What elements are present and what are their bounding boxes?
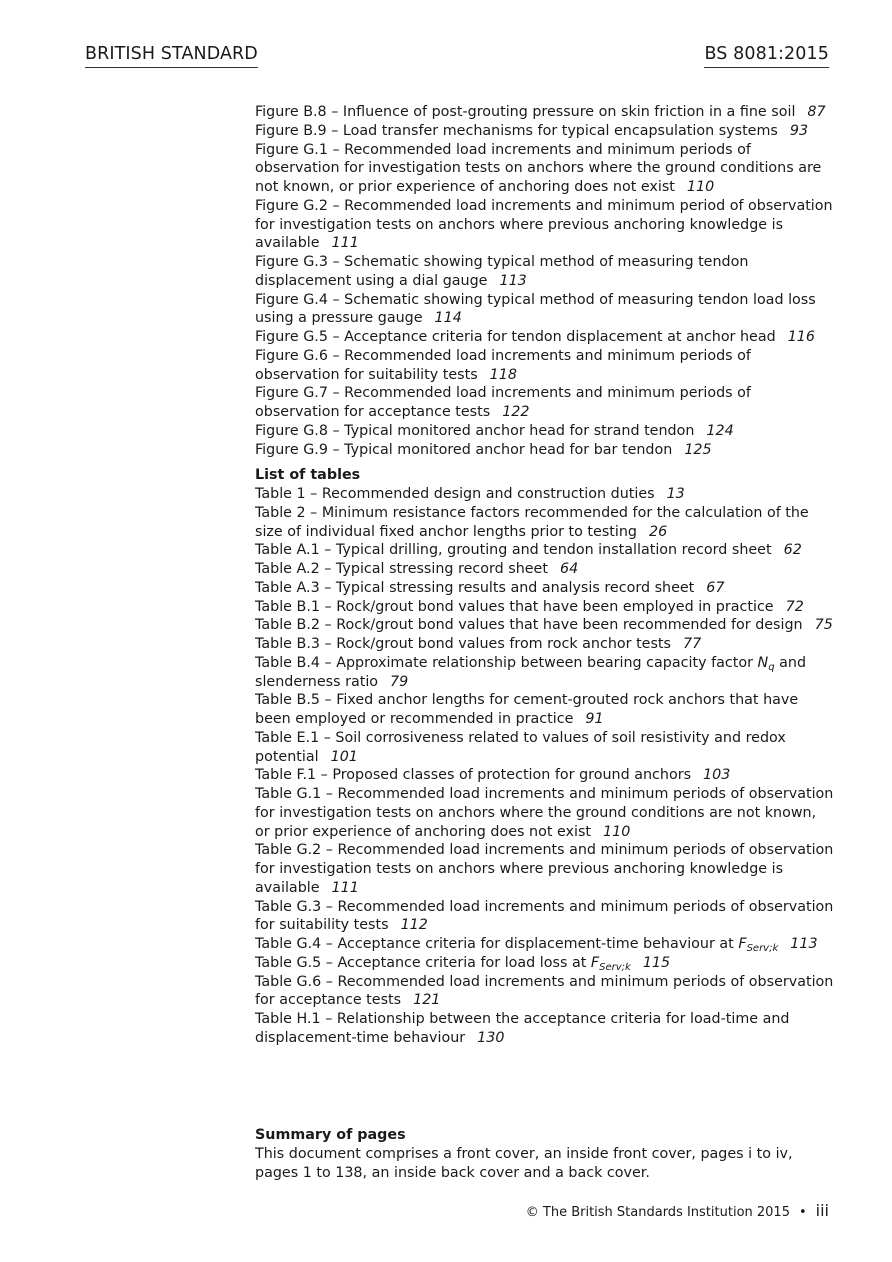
table-entry — [255, 973, 835, 1011]
entry-title: Table A.2 – Typical stressing record sheet — [255, 561, 548, 577]
entry-title: Table A.1 – Typical drilling, grouting and tendon installation record sheet — [255, 542, 772, 559]
symbol-letter: F — [738, 936, 747, 952]
math-symbol — [738, 936, 778, 952]
entry-title: Figure G.5 – Acceptance criteria for tendon displacement at anchor head — [255, 329, 776, 345]
entry-page-number: 103 — [703, 767, 731, 784]
table-entry — [255, 691, 835, 729]
entry-title: Figure G.2 – Recommended load increments and minimum period of observation for investigation tests on anchors where previous anchoring knowledge is available — [255, 197, 833, 252]
page-number: iii — [815, 1201, 829, 1220]
entry-title: Table G.4 – Acceptance criteria for displacement-time behaviour at — [255, 936, 739, 952]
entry-title: Figure B.8 – Influence of post-grouting pressure on skin friction in a fine soil — [255, 104, 796, 120]
table-entry — [255, 841, 835, 897]
entry-title: Figure G.1 – Recommended load increments and minimum periods of observation for investigation tests on anchors where the ground conditions are not known, or prior experience of anchoring does not exist — [255, 141, 822, 195]
figure-entry — [255, 384, 835, 422]
entry-page-number: 67 — [706, 579, 725, 596]
running-header-left: BRITISH STANDARD — [85, 44, 258, 68]
entry-page-number: 124 — [706, 422, 734, 439]
summary-body: This document comprises a front cover, an inside front cover, pages i to iv, pages 1 to 138, an inside back cover and a back cover. — [255, 1145, 793, 1181]
entry-page-number: 91 — [585, 711, 604, 727]
entry-title: Table B.4 – Approximate relationship between bearing capacity factor — [255, 654, 758, 671]
entry-page-number: 113 — [499, 272, 527, 289]
figure-entry — [255, 141, 835, 197]
figure-entry — [255, 253, 835, 291]
entry-page-number: 64 — [559, 561, 579, 577]
entry-title: Table B.1 – Rock/grout bond values that have been employed in practice — [255, 598, 774, 615]
table-entry — [255, 560, 835, 579]
entry-page-number: 113 — [790, 936, 818, 952]
entry-page-number: 101 — [330, 748, 358, 765]
symbol-letter: N — [757, 654, 769, 671]
entry-page-number: 110 — [603, 823, 631, 840]
entry-title: Table G.2 – Recommended load increments and minimum periods of observation for investigation tests on anchors where previous anchoring knowledge is available — [255, 842, 834, 896]
entry-title: Table G.5 – Acceptance criteria for load loss at — [255, 954, 591, 971]
entry-page-number: 122 — [502, 404, 530, 420]
contents-list — [255, 103, 835, 1048]
table-entry — [255, 785, 835, 841]
bullet-separator: • — [798, 1205, 807, 1220]
entry-page-number: 112 — [400, 917, 428, 934]
entry-page-number: 118 — [489, 366, 517, 383]
table-entry — [255, 954, 835, 973]
entry-title: Table B.2 – Rock/grout bond values that have been recommended for design — [255, 617, 803, 634]
symbol-subscript: Serv;k — [746, 943, 779, 954]
list-of-figures — [255, 103, 835, 459]
figure-entry — [255, 291, 835, 329]
entry-title: Figure G.4 – Schematic showing typical method of measuring tendon load loss using a pressure gauge — [255, 291, 816, 327]
table-entry — [255, 898, 835, 936]
copyright-notice: © The British Standards Institution 2015 — [525, 1205, 790, 1220]
entry-title: Table 1 – Recommended design and construction duties — [255, 486, 655, 502]
figure-entry — [255, 328, 835, 347]
figure-entry — [255, 103, 835, 122]
table-entry — [255, 598, 835, 617]
entry-title: Figure G.7 – Recommended load increments and minimum periods of observation for acceptance tests — [255, 385, 751, 420]
entry-title: Figure G.6 – Recommended load increments and minimum periods of observation for suitability tests — [255, 347, 751, 383]
figure-entry — [255, 422, 835, 441]
entry-title: Table F.1 – Proposed classes of protection for ground anchors — [255, 767, 692, 784]
summary-title: Summary of pages — [255, 1127, 406, 1143]
entry-page-number: 13 — [666, 486, 685, 502]
entry-title: Table H.1 – Relationship between the acceptance criteria for load-time and displacement-time behaviour — [255, 1011, 790, 1046]
summary-of-pages — [255, 1126, 815, 1182]
entry-title: Table B.3 – Rock/grout bond values from rock anchor tests — [255, 636, 671, 652]
entry-page-number: 26 — [649, 523, 668, 540]
figure-entry — [255, 122, 835, 141]
list-of-tables — [255, 485, 835, 1048]
symbol-letter: F — [590, 954, 600, 971]
table-entry — [255, 541, 835, 560]
entry-page-number: 87 — [807, 104, 826, 120]
entry-page-number: 75 — [814, 617, 833, 634]
entry-title: Figure B.9 – Load transfer mechanisms for typical encapsulation systems — [255, 122, 778, 139]
entry-title: Figure G.9 – Typical monitored anchor head for bar tendon — [255, 441, 673, 458]
entry-page-number: 93 — [789, 122, 809, 139]
table-entry — [255, 1010, 835, 1048]
list-of-tables-heading: List of tables — [255, 467, 361, 484]
entry-page-number: 125 — [684, 441, 712, 458]
entry-page-number: 77 — [682, 636, 702, 652]
table-entry — [255, 635, 835, 654]
entry-page-number: 115 — [642, 954, 671, 971]
entry-page-number: 79 — [390, 673, 409, 690]
table-entry — [255, 616, 835, 635]
figure-entry — [255, 197, 835, 253]
table-entry — [255, 504, 835, 542]
entry-page-number: 121 — [413, 992, 441, 1009]
table-entry — [255, 766, 835, 785]
entry-page-number: 111 — [331, 879, 359, 896]
table-entry — [255, 485, 835, 504]
entry-page-number: 130 — [477, 1029, 505, 1046]
symbol-subscript: Serv;k — [599, 961, 631, 973]
entry-title: Table G.3 – Recommended load increments and minimum periods of observation for suitability tests — [255, 898, 834, 934]
entry-title: Figure G.8 – Typical monitored anchor head for strand tendon — [255, 422, 695, 439]
table-entry — [255, 654, 835, 692]
entry-page-number: 72 — [785, 598, 804, 615]
entry-page-number: 116 — [787, 329, 815, 345]
entry-page-number: 111 — [331, 235, 359, 252]
entry-page-number: 114 — [434, 310, 462, 327]
entry-title: Table G.1 – Recommended load increments and minimum periods of observation for investigation tests on anchors where the ground conditions are not known, or prior experience of anchoring does not exist — [255, 786, 834, 840]
table-entry — [255, 935, 835, 954]
entry-title: Table G.6 – Recommended load increments and minimum periods of observation for acceptance tests — [255, 973, 834, 1009]
table-entry — [255, 729, 835, 767]
math-symbol — [591, 955, 631, 971]
entry-title-cont: and slenderness ratio — [255, 654, 807, 690]
entry-title: Table B.5 – Fixed anchor lengths for cement-grouted rock anchors that have been employed or recommended in practice — [255, 692, 799, 727]
figure-entry — [255, 441, 835, 460]
math-symbol — [758, 655, 775, 671]
entry-page-number: 62 — [783, 542, 802, 559]
entry-page-number: 110 — [686, 179, 715, 195]
figure-entry — [255, 347, 835, 385]
entry-title: Table A.3 – Typical stressing results and analysis record sheet — [255, 579, 695, 596]
entry-title: Table 2 – Minimum resistance factors recommended for the calculation of the size of individual fixed anchor lengths prior to testing — [255, 504, 809, 540]
entry-title: Figure G.3 – Schematic showing typical method of measuring tendon displacement using a dial gauge — [255, 254, 749, 289]
entry-title: Table E.1 – Soil corrosiveness related to values of soil resistivity and redox potential — [255, 729, 786, 765]
table-entry — [255, 579, 835, 598]
symbol-subscript: q — [768, 661, 775, 673]
running-header-right: BS 8081:2015 — [704, 44, 829, 68]
page-footer — [526, 1201, 829, 1220]
